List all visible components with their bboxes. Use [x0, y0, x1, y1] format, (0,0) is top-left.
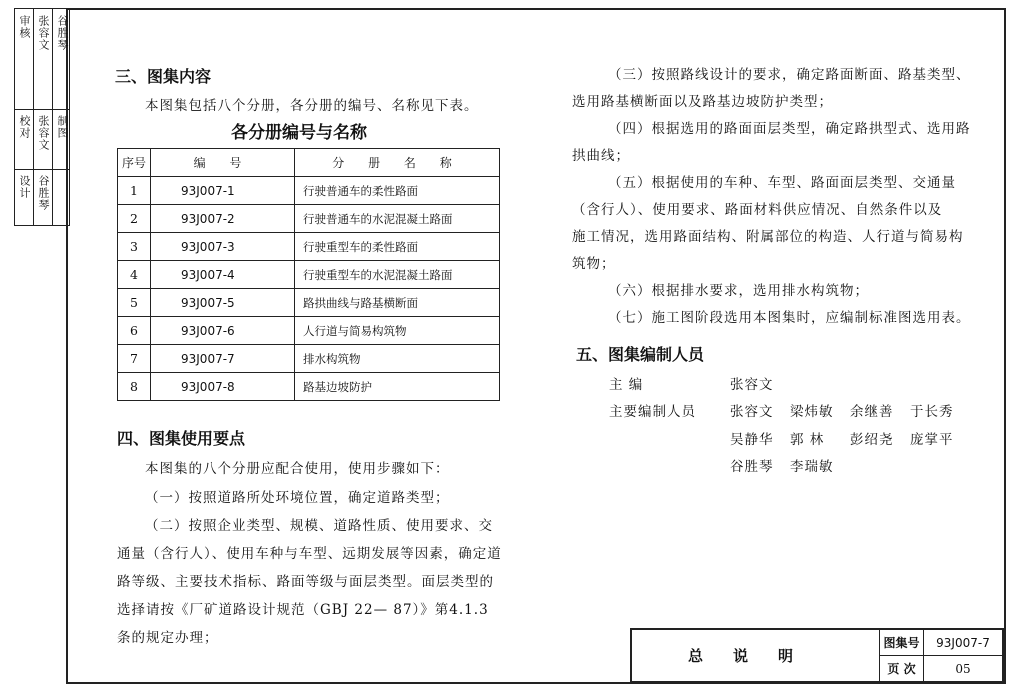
row-number: 7 [118, 345, 151, 373]
table-row [118, 317, 500, 345]
col-header-no: 序号 [118, 149, 151, 177]
volume-code: 93J007-8 [151, 373, 295, 401]
usage-line: （三）按照路线设计的要求，确定路面断面、路基类型、 [608, 67, 971, 83]
table-row [118, 345, 500, 373]
table-row [118, 289, 500, 317]
chief-editor-label: 主 编 [609, 377, 644, 393]
row-number: 5 [118, 289, 151, 317]
atlas-no: 93J007-7 [924, 630, 1002, 656]
page-no: 05 [955, 661, 971, 676]
row-number: 1 [118, 177, 151, 205]
volume-name: 行驶重型车的柔性路面 [295, 233, 500, 261]
usage-item-2-line: 通量（含行人）、使用车种与车型、远期发展等因素，确定道 [117, 546, 502, 562]
section5-heading: 五、图集编制人员 [576, 345, 705, 364]
usage-item-2-line: 选择请按《厂矿道路设计规范（GBJ 22— 87）》第4.1.3 [117, 602, 489, 618]
usage-line: （四）根据选用的路面面层类型，确定路拱型式、选用路 [608, 121, 971, 137]
row-number: 4 [118, 261, 151, 289]
volume-code: 93J007-6 [151, 317, 295, 345]
usage-line: 施工情况，选用路面结构、附属部位的构造、人行道与简易构 [572, 229, 964, 245]
row-number: 2 [118, 205, 151, 233]
volume-code: 93J007-4 [151, 261, 295, 289]
member-name: 郭 林 [790, 432, 825, 448]
approval-signature: 张容文 [37, 15, 50, 51]
approval-strip [14, 8, 70, 226]
member-name: 吴静华 [730, 432, 774, 448]
member-name: 李瑞敏 [790, 459, 834, 475]
volume-name: 行驶普通车的水泥混凝土路面 [295, 205, 500, 233]
usage-line: 筑物； [572, 256, 616, 272]
col-header-name: 分 册 名 称 [295, 149, 500, 177]
section4-heading: 四、图集使用要点 [117, 429, 246, 448]
members-label: 主要编制人员 [609, 404, 696, 420]
table-row [118, 233, 500, 261]
member-name: 余继善 [850, 404, 894, 420]
atlas-no-label: 图集号 [880, 630, 924, 656]
page-no-label: 页 次 [880, 656, 924, 681]
volume-code: 93J007-1 [151, 177, 295, 205]
member-name: 张容文 [730, 404, 774, 420]
col-header-code: 编 号 [151, 149, 295, 177]
table-row [118, 261, 500, 289]
usage-line: 选用路基横断面以及路基边坡防护类型； [572, 94, 833, 110]
sheet-title: 总说明 [632, 630, 880, 681]
table-title: 各分册编号与名称 [231, 123, 367, 143]
volume-name: 人行道与简易构筑物 [295, 317, 500, 345]
volume-name: 路基边坡防护 [295, 373, 500, 401]
member-name: 于长秀 [910, 404, 954, 420]
chief-editor-name: 张容文 [730, 377, 774, 393]
section4-intro: 本图集的八个分册应配合使用，使用步骤如下： [145, 461, 450, 477]
volume-name: 行驶重型车的水泥混凝土路面 [295, 261, 500, 289]
usage-item-1: （一）按照道路所处环境位置，确定道路类型； [145, 490, 450, 506]
usage-item-2-line: 条的规定办理； [117, 630, 219, 646]
usage-continued [572, 62, 972, 332]
section3-intro: 本图集包括八个分册，各分册的编号、名称见下表。 [145, 98, 479, 114]
approval-signature: 谷胜琴 [37, 175, 50, 211]
volumes-table [117, 148, 500, 401]
approval-label: 审核 [18, 15, 31, 39]
approval-label: 制图 [56, 115, 69, 139]
member-name: 谷胜琴 [730, 459, 774, 475]
volume-name: 路拱曲线与路基横断面 [295, 289, 500, 317]
member-name: 庞掌平 [910, 432, 954, 448]
member-name: 彭绍尧 [850, 432, 894, 448]
volume-name: 排水构筑物 [295, 345, 500, 373]
row-number: 3 [118, 233, 151, 261]
usage-line: 拱曲线； [572, 148, 630, 164]
volume-name: 行驶普通车的柔性路面 [295, 177, 500, 205]
table-row [118, 373, 500, 401]
row-number: 6 [118, 317, 151, 345]
volume-code: 93J007-7 [151, 345, 295, 373]
title-block [630, 628, 1004, 683]
usage-line: （含行人）、使用要求、路面材料供应情况、自然条件以及 [572, 202, 943, 218]
row-number: 8 [118, 373, 151, 401]
table-header-row [118, 149, 500, 177]
approval-label: 校对 [18, 115, 31, 139]
approval-signature: 谷胜琴 [56, 15, 69, 51]
volume-code: 93J007-5 [151, 289, 295, 317]
usage-line: （六）根据排水要求，选用排水构筑物； [608, 283, 869, 299]
volume-code: 93J007-3 [151, 233, 295, 261]
volume-code: 93J007-2 [151, 205, 295, 233]
approval-signature: 张容文 [37, 115, 50, 151]
section3-heading: 三、图集内容 [115, 67, 212, 86]
usage-line: （五）根据使用的车种、车型、路面面层类型、交通量 [608, 175, 956, 191]
member-name: 梁炜敏 [790, 404, 834, 420]
approval-label: 设计 [18, 175, 31, 199]
table-row [118, 177, 500, 205]
usage-item-2-line: （二）按照企业类型、规模、道路性质、使用要求、交 [145, 518, 493, 534]
table-row [118, 205, 500, 233]
usage-line: （七）施工图阶段选用本图集时，应编制标准图选用表。 [608, 310, 971, 326]
usage-item-2-line: 路等级、主要技术指标、路面等级与面层类型。面层类型的 [117, 574, 494, 590]
